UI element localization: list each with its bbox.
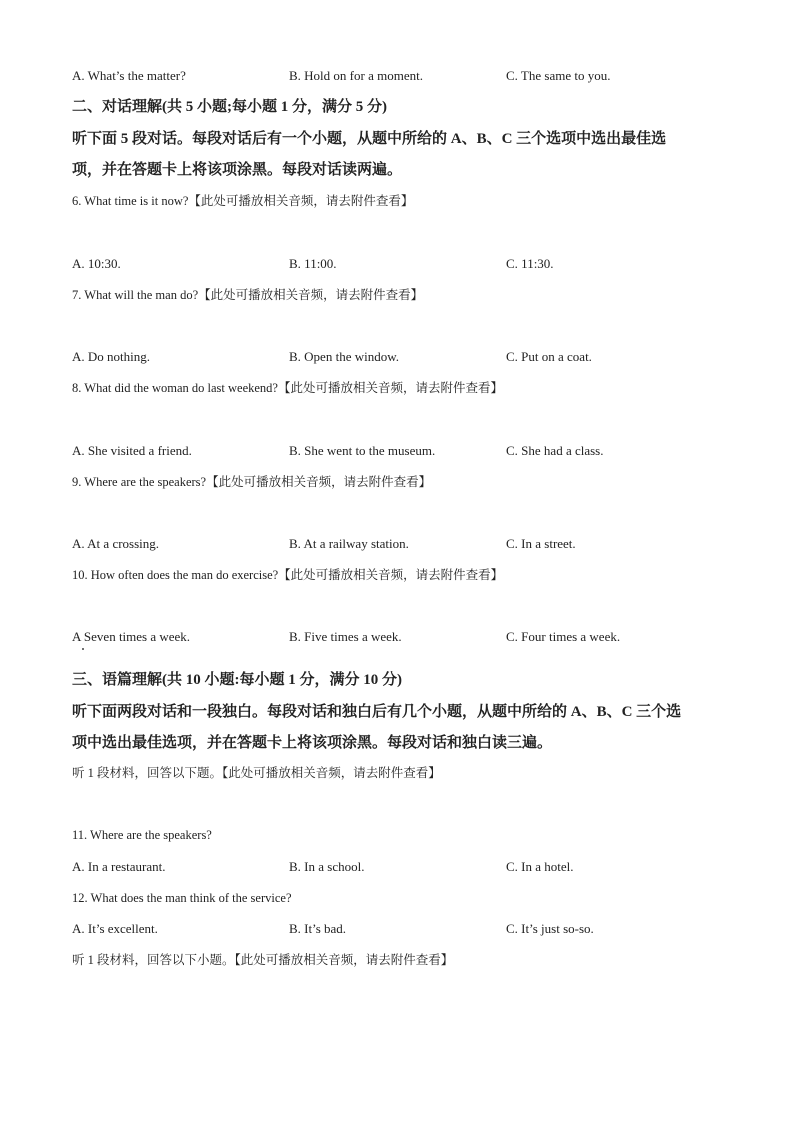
question-text: 9. Where are the speakers?【此处可播放相关音频，请去附件查看】	[72, 475, 432, 489]
option-c: C. The same to you.	[506, 68, 611, 83]
option-a: A. Do nothing.	[72, 349, 150, 364]
question-text: 8. What did the woman do last weekend?【此处可播放相关音频，请去附件查看】	[72, 381, 503, 395]
question-text: 11. Where are the speakers?	[72, 828, 212, 842]
option-b: B. Five times a week.	[289, 629, 402, 644]
option-a: A. What’s the matter?	[72, 68, 186, 83]
option-c: C. Four times a week.	[506, 629, 621, 644]
option-a: A. In a restaurant.	[72, 859, 166, 874]
option-b: B. It’s bad.	[289, 921, 347, 936]
option-b: B. Hold on for a moment.	[289, 68, 423, 83]
section-heading: 二、对话理解(共 5 小题;每小题 1 分，满分 5 分)	[72, 99, 387, 115]
option-b: B. She went to the museum.	[289, 443, 436, 458]
option-c: C. Put on a coat.	[506, 349, 592, 364]
material-prompt: 听 1 段材料，回答以下小题。【此处可播放相关音频，请去附件查看】	[72, 953, 454, 967]
stray-dot	[82, 648, 84, 650]
section-heading: 三、语篇理解(共 10 小题:每小题 1 分，满分 10 分)	[72, 672, 402, 688]
section-instructions: 听下面两段对话和一段独白。每段对话和独白后有几个小题，从题中所给的 A、B、C 三个选	[72, 704, 682, 720]
option-b: B. 11:00.	[289, 256, 337, 271]
option-a: A. 10:30.	[72, 256, 121, 271]
option-a: A. It’s excellent.	[72, 921, 158, 936]
option-c: C. In a street.	[506, 536, 576, 551]
option-c: C. 11:30.	[506, 256, 554, 271]
section-instructions: 项中选出最佳选项，并在答题卡上将该项涂黑。每段对话和独白读三遍。	[72, 735, 553, 751]
option-b: B. At a railway station.	[289, 536, 409, 551]
option-c: C. It’s just so-so.	[506, 921, 594, 936]
option-b: B. Open the window.	[289, 349, 400, 364]
option-c: C. In a hotel.	[506, 859, 574, 874]
section-instructions: 项，并在答题卡上将该项涂黑。每段对话读两遍。	[72, 162, 403, 178]
option-a: A. At a crossing.	[72, 536, 160, 551]
option-a: A. She visited a friend.	[72, 443, 192, 458]
question-text: 12. What does the man think of the service?	[72, 891, 292, 905]
question-text: 7. What will the man do?【此处可播放相关音频，请去附件查看】	[72, 288, 424, 302]
option-c: C. She had a class.	[506, 443, 604, 458]
option-b: B. In a school.	[289, 859, 365, 874]
question-text: 6. What time is it now?【此处可播放相关音频，请去附件查看】	[72, 194, 414, 208]
section-instructions: 听下面 5 段对话。每段对话后有一个小题，从题中所给的 A、B、C 三个选项中选出最佳选	[72, 131, 667, 147]
question-text: 10. How often does the man do exercise?【此处可播放相关音频，请去附件查看】	[72, 568, 504, 582]
option-a: A Seven times a week.	[72, 629, 191, 644]
material-prompt: 听 1 段材料，回答以下题。【此处可播放相关音频，请去附件查看】	[72, 766, 441, 780]
